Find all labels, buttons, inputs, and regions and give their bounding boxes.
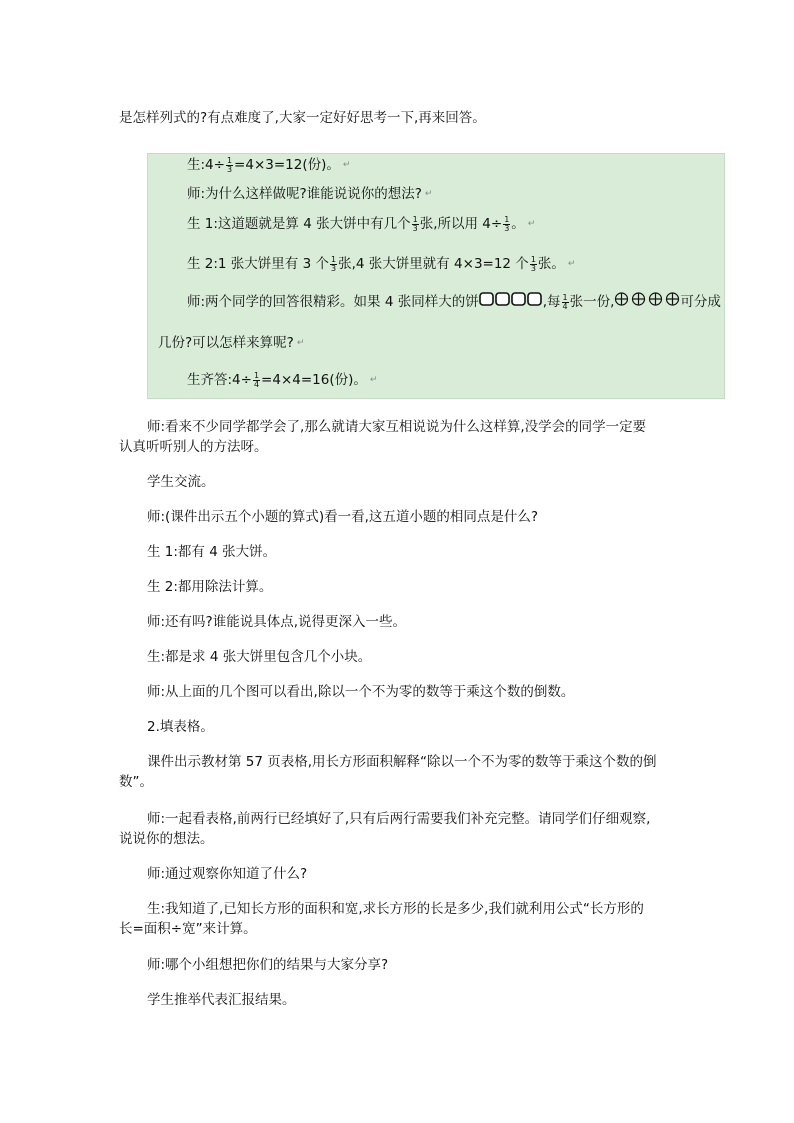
paragraph-11-line-2: 说说你的想法。 xyxy=(119,831,214,847)
text: 张,4 张大饼里就有 4×3=12 个 xyxy=(338,256,529,272)
box-line-3 xyxy=(187,214,535,234)
divide-sign: ÷ xyxy=(490,216,503,232)
text: 张。 xyxy=(537,256,565,272)
box-line-6 xyxy=(158,333,304,353)
cake-icons-group xyxy=(479,292,543,312)
fraction xyxy=(503,216,510,233)
paragraph-6: 师:还有吗?谁能说具体点,说得更深入一些。 xyxy=(147,614,407,630)
text: 。 xyxy=(511,216,525,232)
paragraph-mark: ↵ xyxy=(296,338,305,348)
paragraph-15: 学生推举代表汇报结果。 xyxy=(147,992,296,1008)
text: 师:两个同学的回答很精彩。如果 4 张同样大的饼 xyxy=(187,294,479,310)
text: 张,所以用 4 xyxy=(419,216,491,232)
fraction xyxy=(412,216,419,233)
text: 生 2:1 张大饼里有 3 个 xyxy=(187,256,329,272)
numerator: 1 xyxy=(530,254,536,264)
box-line-5 xyxy=(187,292,721,312)
paragraph-10-line-2: 数”。 xyxy=(119,774,153,790)
text: 生:4 xyxy=(187,157,214,173)
fraction xyxy=(530,256,537,273)
paragraph-7: 生:都是求 4 张大饼里包含几个小块。 xyxy=(147,649,372,665)
section-heading-fill-table: 2.填表格。 xyxy=(147,719,214,735)
paragraph-2: 学生交流。 xyxy=(147,474,215,490)
denominator: 4 xyxy=(253,379,260,389)
text: 生齐答:4 xyxy=(187,372,241,388)
box-line-2 xyxy=(187,184,432,204)
fraction xyxy=(226,157,233,174)
numerator: 1 xyxy=(504,214,510,224)
paragraph-13-line-1: 生:我知道了,已知长方形的面积和宽,求长方形的长是多少,我们就利用公式“长方形的 xyxy=(147,901,644,917)
fraction xyxy=(562,294,569,311)
denominator: 3 xyxy=(226,164,233,174)
denominator: 3 xyxy=(330,263,337,273)
text: ,每 xyxy=(542,294,561,310)
paragraph-8: 师:从上面的几个图可以看出,除以一个不为零的数等于乘这个数的倒数。 xyxy=(147,684,575,700)
fraction xyxy=(330,256,337,273)
cake-quartered-icon xyxy=(614,292,680,306)
numerator: 1 xyxy=(253,370,260,380)
paragraph-mark: ↵ xyxy=(369,375,378,385)
numerator: 1 xyxy=(412,214,418,224)
paragraph-13-line-2: 长=面积÷宽”来计算。 xyxy=(119,921,257,937)
paragraph-12: 师:通过观察你知道了什么? xyxy=(147,866,308,882)
paragraph-1-line-1: 师:看来不少同学都学会了,那么就请大家互相说说为什么这样算,没学会的同学一定要 xyxy=(147,419,647,435)
paragraph-3: 师:(课件出示五个小题的算式)看一看,这五道小题的相同点是什么? xyxy=(147,509,539,525)
divide-sign: ÷ xyxy=(240,372,252,388)
box-line-1 xyxy=(187,155,350,175)
text: =4×3=12(份)。 xyxy=(234,157,340,173)
paragraph-mark: ↵ xyxy=(342,160,351,170)
paragraph-mark: ↵ xyxy=(424,189,433,199)
paragraph-14: 师:哪个小组想把你们的结果与大家分享? xyxy=(147,957,389,973)
paragraph-mark: ↵ xyxy=(527,219,536,229)
divide-sign: ÷ xyxy=(213,157,225,173)
box-line-7 xyxy=(187,370,377,390)
fraction xyxy=(253,372,260,389)
paragraph-mark: ↵ xyxy=(567,259,576,269)
text: =4×4=16(份)。 xyxy=(261,372,367,388)
numerator: 1 xyxy=(226,155,233,165)
denominator: 3 xyxy=(412,223,418,233)
intro-line: 是怎样列式的?有点难度了,大家一定好好思考一下,再来回答。 xyxy=(119,110,486,126)
paragraph-5: 生 2:都用除法计算。 xyxy=(147,579,273,595)
text: 可分成 xyxy=(680,294,721,310)
denominator: 4 xyxy=(562,301,568,311)
paragraph-11-line-1: 师:一起看表格,前两行已经填好了,只有后两行需要我们补充完整。请同学们仔细观察, xyxy=(147,811,651,827)
text: 生 1:这道题就是算 4 张大饼中有几个 xyxy=(187,216,411,232)
paragraph-1-line-2: 认真听听别人的方法呀。 xyxy=(119,439,268,455)
numerator: 1 xyxy=(330,254,337,264)
denominator: 3 xyxy=(504,223,510,233)
box-line-4 xyxy=(187,254,575,274)
paragraph-10-line-1: 课件出示教材第 57 页表格,用长方形面积解释“除以一个不为零的数等于乘这个数的倒 xyxy=(147,754,657,770)
cake-icon xyxy=(479,292,543,306)
numerator: 1 xyxy=(562,292,568,302)
paragraph-4: 生 1:都有 4 张大饼。 xyxy=(147,544,277,560)
cake-quartered-icons-group xyxy=(614,292,680,312)
denominator: 3 xyxy=(530,263,536,273)
text: 师:为什么这样做呢?谁能说说你的想法? xyxy=(187,186,422,202)
text: 张一份, xyxy=(569,294,615,310)
text: 几份?可以怎样来算呢? xyxy=(158,335,294,351)
